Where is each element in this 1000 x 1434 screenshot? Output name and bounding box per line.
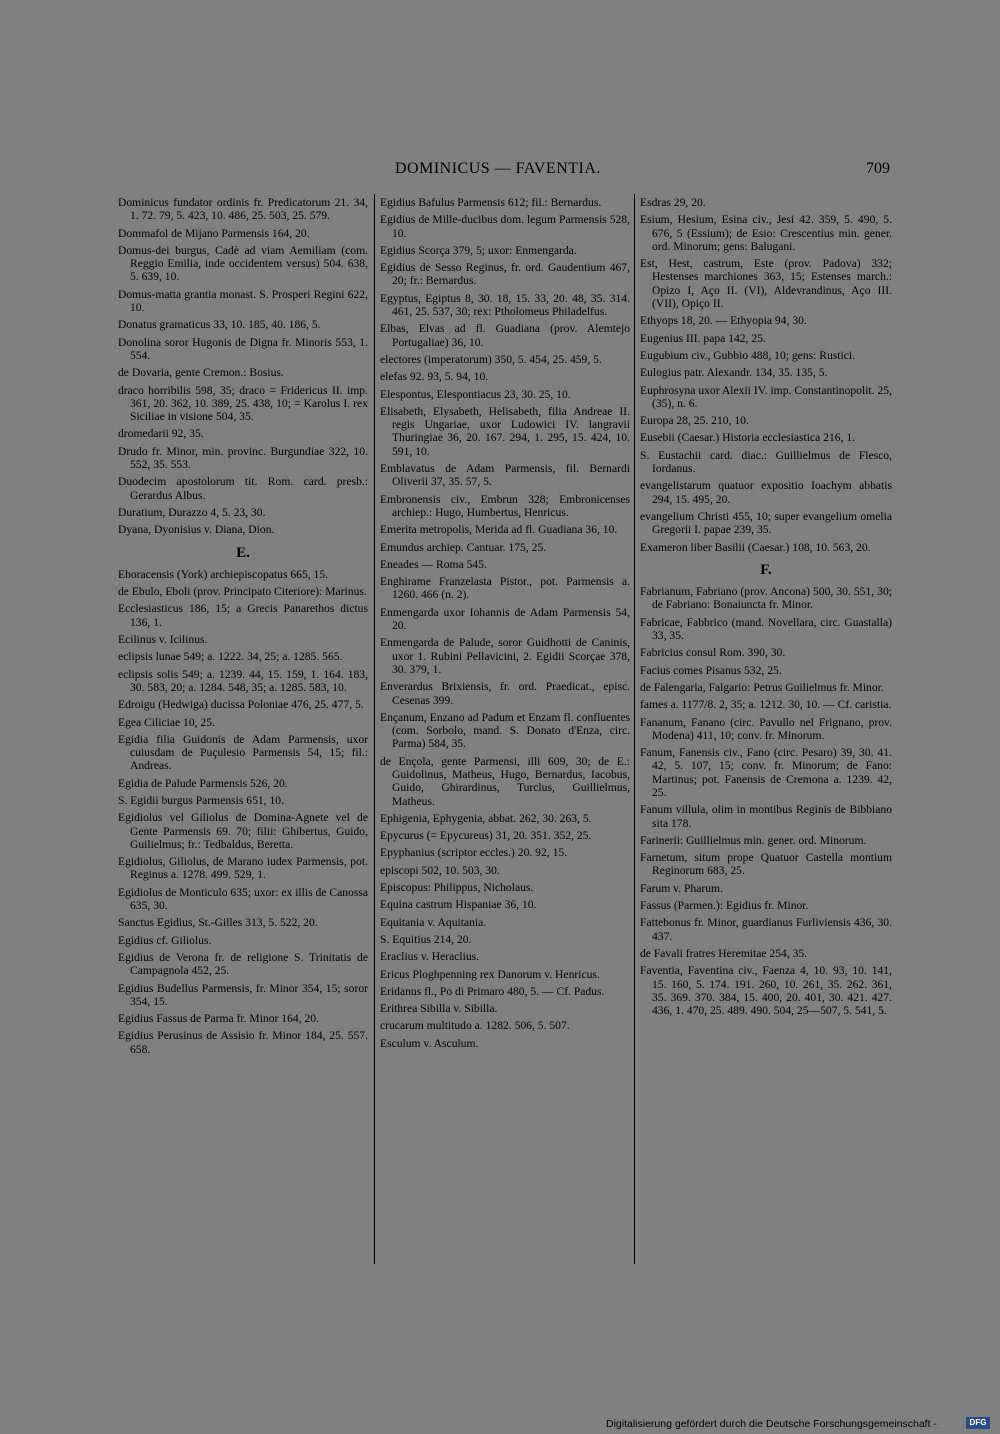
index-entry: Egidius de Sesso Reginus, fr. ord. Gaudentium 467, 20; fr.: Bernardus.: [380, 261, 630, 288]
index-entry: Farinerii: Guillielmus min. gener. ord. Minorum.: [640, 833, 867, 847]
index-entry: Donatus gramaticus 33, 10. 185, 40. 186, 5.: [118, 318, 321, 332]
index-entry: Eneades — Roma 545.: [380, 557, 487, 571]
index-entry: Edroigu (Hedwiga) ducissa Poloniae 476, 25. 477, 5.: [118, 698, 364, 712]
index-entry: evangelium Christi 455, 10; super evangelium omelia Gregorii I. papae 239, 35.: [640, 509, 892, 537]
index-entry: eclipsis lunae 549; a. 1222. 34, 25; a. 1285. 565.: [118, 650, 343, 664]
index-entry: Ecilinus v. Icilinus.: [118, 633, 208, 647]
section-letter: F.: [760, 561, 772, 578]
index-entry: Elbas, Elvas ad fl. Guadiana (prov. Alemtejo Portugaliae) 36, 10.: [380, 322, 630, 349]
index-entry: Enghirame Franzelasta Pistor., pot. Parmensis a. 1260. 466 (n. 2).: [380, 575, 630, 602]
index-entry: de Ebulo, Eboli (prov. Principato Citeriore): Marinus.: [118, 585, 367, 599]
index-entry: Elisabeth, Elysabeth, Helisabeth, filia Andreae II. regis Ungariae, uxor Ludowici IV. langravii Thuringiae 36, 20. 167. 294, 1. 295, 15. 424, 10. 591, 10.: [380, 404, 630, 458]
index-entry: Ençanum, Enzano ad Padum et Enzam fl. confluentes (com. Sorbolo, mand. S. Donato d'Enza, circ. Parma) 584, 35.: [380, 710, 630, 751]
column-divider: [634, 194, 635, 1264]
index-entry: Fanum villula, olim in montibus Reginis de Bibbiano sita 178.: [640, 803, 892, 830]
index-entry: Exameron liber Basilii (Caesar.) 108, 10. 563, 20.: [640, 540, 871, 554]
index-entry: Epycurus (= Epycureus) 31, 20. 351. 352, 25.: [380, 829, 592, 843]
index-entry: de Ençola, gente Parmensi, illi 609, 30; de E.: Guidolinus, Matheus, Hugo, Bernardus, Iacobus, Guido, Ghirardinus, Turclus, Guillielmus, Matheus.: [380, 754, 630, 808]
index-entry: Fananum, Fanano (circ. Pavullo nel Frignano, prov. Modena) 411, 10; conv. fr. Minorum.: [640, 715, 892, 742]
index-entry: Episcopus: Philippus, Nicholaus.: [380, 881, 534, 895]
index-entry: de Falengaria, Falgario: Petrus Guilielmus fr. Minor.: [640, 680, 884, 694]
index-entry: Farnetum, situm prope Quatuor Castella montium Reginorum 683, 25.: [640, 851, 892, 878]
index-entry: Domus-matta grantia monast. S. Prosperi Regini 622, 10.: [118, 287, 368, 315]
digitization-credit: Digitalisierung gefördert durch die Deutsche Forschungsgemeinschaft -: [606, 1418, 937, 1430]
index-entry: S. Eustachii card. diac.: Guillielmus de Flesco, Iordanus.: [640, 448, 892, 476]
index-entry: Fabricae, Fabbrico (mand. Novellara, circ. Guastalla) 33, 35.: [640, 615, 892, 643]
index-entry: Fassus (Parmen.): Egidius fr. Minor.: [640, 899, 809, 913]
index-entry: eclipsis solis 549; a. 1239. 44, 15. 159, 1. 164. 183, 30. 583, 20; a. 1284. 548, 35; a. 1285. 583, 10.: [118, 667, 368, 694]
index-entry: electores (imperatorum) 350, 5. 454, 25. 459, 5.: [380, 352, 602, 366]
index-entry: Egidiolus vel Giliolus de Domina-Agnete vel de Gente Parmensis 69. 70; filii: Ghibertus, Guido, Guilielmus; fr.: Tedbaldus, Beretta.: [118, 811, 368, 851]
index-entry: Egidia filia Guidonis de Adam Parmensis, uxor cuiusdam de Puçulesio Parmensis 54, 15; fil.: Andreas.: [118, 732, 368, 773]
index-entry: Egidius de Mille-ducibus dom. legum Parmensis 528, 10.: [380, 213, 630, 240]
index-entry: Farum v. Pharum.: [640, 881, 723, 895]
index-entry: Fattebonus fr. Minor, guardianus Furliviensis 436, 30. 437.: [640, 916, 892, 943]
index-entry: Eboracensis (York) archiepiscopatus 665, 15.: [118, 567, 329, 581]
index-column-3: [640, 196, 892, 1021]
index-entry: Egidius de Verona fr. de religione S. Trinitatis de Campagnola 452, 25.: [118, 950, 368, 978]
index-entry: Eridanus fl., Po di Primaro 480, 5. — Cf. Padus.: [380, 984, 605, 998]
index-entry: Equitania v. Aquitania.: [380, 915, 487, 929]
index-entry: crucarum multitudo a. 1282. 506, 5. 507.: [380, 1019, 570, 1033]
index-entry: Duodecim apostolorum tit. Rom. card. presb.: Gerardus Albus.: [118, 475, 368, 502]
index-entry: Eraclius v. Heraclius.: [380, 950, 480, 964]
index-entry: Ecclesiasticus 186, 15; a Grecis Panarethos dictus 136, 1.: [118, 602, 368, 629]
index-entry: Ethyops 18, 20. — Ethyopia 94, 30.: [640, 314, 807, 328]
index-entry: Epyphanius (scriptor eccles.) 20. 92, 15.: [380, 846, 568, 860]
index-entry: Egidius Bafulus Parmensis 612; fil.: Bernardus.: [380, 196, 602, 209]
index-entry: Egidius Perusinus de Assisio fr. Minor 184, 25. 557. 658.: [118, 1029, 368, 1056]
index-entry: Esculum v. Asculum.: [380, 1036, 479, 1050]
index-entry: Embronensis civ., Embrun 328; Embronicenses archiep.: Hugo, Humbertus, Henricus.: [380, 492, 630, 519]
index-entry: Egyptus, Egiptus 8, 30. 18, 15. 33, 20. 48, 35. 314. 461, 25. 537, 30; rex: Ptholomeus Philadelfus.: [380, 291, 630, 319]
index-entry: Europa 28, 25. 210, 10.: [640, 414, 749, 428]
index-entry: Esdras 29, 20.: [640, 196, 706, 209]
section-letter: E.: [236, 544, 250, 561]
index-entry: Drudo fr. Minor, min. provinc. Burgundiae 322, 10. 552, 35. 553.: [118, 444, 368, 472]
index-entry: Facius comes Pisanus 532, 25.: [640, 663, 782, 677]
index-entry: Euphrosyna uxor Alexii IV. imp. Constantinopolit. 25, (35), n. 6.: [640, 383, 892, 410]
index-entry: Esium, Hesium, Esina civ., Jesi 42. 359, 5. 490, 5. 676, 5 (Essium); de Esio: Crescentius min. gener. ord. Minorum; gens: Balugani.: [640, 213, 892, 253]
index-entry: Fabrianum, Fabriano (prov. Ancona) 500, 30. 551, 30; de Fabriano: Bonaiuncta fr. Minor.: [640, 585, 892, 612]
page-number: 709: [866, 160, 890, 177]
index-entry: Eugenius III. papa 142, 25.: [640, 331, 766, 345]
index-entry: Emerita metropolis, Merida ad fl. Guadiana 36, 10.: [380, 523, 618, 537]
index-entry: Fabricius consul Rom. 390, 30.: [640, 646, 786, 660]
dfg-logo: DFG: [966, 1417, 990, 1429]
index-entry: draco horribilis 598, 35; draco = Fridericus II. imp. 361, 20. 362, 10. 389, 25. 438, 10; = Karolus I. rex Siciliae in visione 504, 35.: [118, 383, 368, 424]
index-entry: Eusebii (Caesar.) Historia ecclesiastica 216, 1.: [640, 431, 856, 445]
index-entry: Egidius cf. Giliolus.: [118, 933, 212, 947]
index-entry: Faventia, Faventina civ., Faenza 4, 10. 93, 10. 141, 15. 160, 5. 174. 191. 260, 10. 261, 35. 262. 361, 35. 369. 370. 384, 15. 400, 20. 401, 30. 421. 427. 436, 1. 470, 25. 489. 490. 504, 25—507, 5. 541, 5.: [640, 964, 892, 1018]
index-entry: Egidius Budellus Parmensis, fr. Minor 354, 15; soror 354, 15.: [118, 981, 368, 1008]
index-entry: episcopi 502, 10. 503, 30.: [380, 863, 500, 877]
column-divider: [374, 194, 375, 1264]
index-entry: Egea Ciliciae 10, 25.: [118, 715, 215, 729]
index-entry: elefas 92. 93, 5. 94, 10.: [380, 370, 489, 384]
index-entry: Dyana, Dyonisius v. Diana, Dion.: [118, 523, 275, 537]
index-entry: Donolina soror Hugonis de Digna fr. Minoris 553, 1. 554.: [118, 335, 368, 362]
index-entry: Fanum, Fanensis civ., Fano (circ. Pesaro) 39, 30. 41. 42, 5. 107, 15; conv. fr. Minorum; de Fano: Martinus; pot. Fanensis de Cremona a. 1239. 42, 25.: [640, 746, 892, 799]
index-entry: Egidius Scorça 379, 5; uxor: Enmengarda.: [380, 243, 577, 257]
index-entry: de Favali fratres Heremitae 254, 35.: [640, 946, 808, 960]
index-entry: Elespontus, Elespontiacus 23, 30. 25, 10.: [380, 387, 571, 401]
index-column-2: [380, 196, 630, 1054]
index-entry: Egidiolus, Giliolus, de Marano iudex Parmensis, pot. Reginus a. 1278. 499. 529, 1.: [118, 855, 368, 882]
index-entry: Egidia de Palude Parmensis 526, 20.: [118, 776, 288, 790]
index-entry: Enverardus Brixiensis, fr. ord. Praedicat., episc. Cesenas 399.: [380, 680, 630, 707]
index-entry: Emundus archiep. Cantuar. 175, 25.: [380, 540, 547, 554]
index-entry: Dommafol de Mijano Parmensis 164, 20.: [118, 226, 310, 240]
index-entry: Enmengarda uxor Iohannis de Adam Parmensis 54, 20.: [380, 605, 630, 633]
index-entry: S. Equitius 214, 20.: [380, 932, 472, 946]
index-entry: Sanctus Egidius, St.-Gilles 313, 5. 522, 20.: [118, 916, 318, 930]
index-entry: Duratium, Durazzo 4, 5. 23, 30.: [118, 505, 266, 519]
index-entry: Ericus Ploghpenning rex Danorum v. Henricus.: [380, 967, 600, 981]
index-entry: Domus-dei burgus, Cadè ad viam Aemiliam (com. Reggio Emilia, inde occidentem versus) 504. 638, 5. 639, 10.: [118, 243, 368, 284]
index-entry: Dominicus fundator ordinis fr. Predicatorum 21. 34, 1. 72. 79, 5. 423, 10. 486, 25. 503, 25. 579.: [118, 196, 368, 223]
index-entry: S. Egidii burgus Parmensis 651, 10.: [118, 793, 284, 807]
index-entry: Eulogius patr. Alexandr. 134, 35. 135, 5.: [640, 366, 828, 380]
index-entry: Egidiolus de Monticulo 635; uxor: ex illis de Canossa 635, 30.: [118, 885, 368, 913]
index-entry: dromedarii 92, 35.: [118, 427, 204, 441]
index-entry: evangelistarum quatuor expositio Ioachym abbatis 294, 15. 495, 20.: [640, 479, 892, 506]
index-entry: Emblavatus de Adam Parmensis, fil. Bernardi Oliverii 37, 35. 57, 5.: [380, 462, 630, 489]
index-entry: Egidius Fassus de Parma fr. Minor 164, 20.: [118, 1012, 319, 1026]
index-entry: fames a. 1177/8. 2, 35; a. 1212. 30, 10. — Cf. caristia.: [640, 698, 892, 712]
index-entry: de Dovaria, gente Cremon.: Bosius.: [118, 366, 284, 380]
index-entry: Erithrea Sibilla v. Sibilla.: [380, 1002, 498, 1016]
index-entry: Ephigenia, Ephygenia, abbat. 262, 30. 263, 5.: [380, 811, 592, 825]
index-entry: Est, Hest, castrum, Este (prov. Padova) 332; Hestenses marchiones 363, 15; Estenses march.: Opizo I, Aço II. (VI), Aldevrandinus, Aço III. (VII), Opiço II.: [640, 257, 892, 311]
index-entry: Equina castrum Hispaniae 36, 10.: [380, 898, 537, 912]
index-entry: Eugubium civ., Gubbio 488, 10; gens: Rustici.: [640, 348, 856, 362]
running-head: DOMINICUS — FAVENTIA.: [395, 160, 601, 177]
index-entry: Enmengarda de Palude, soror Guidhotti de Caninis, uxor 1. Rubini Pellavicini, 2. Egidii Scorçae 378, 30. 379, 1.: [380, 636, 630, 676]
index-column-1: [118, 196, 368, 1060]
